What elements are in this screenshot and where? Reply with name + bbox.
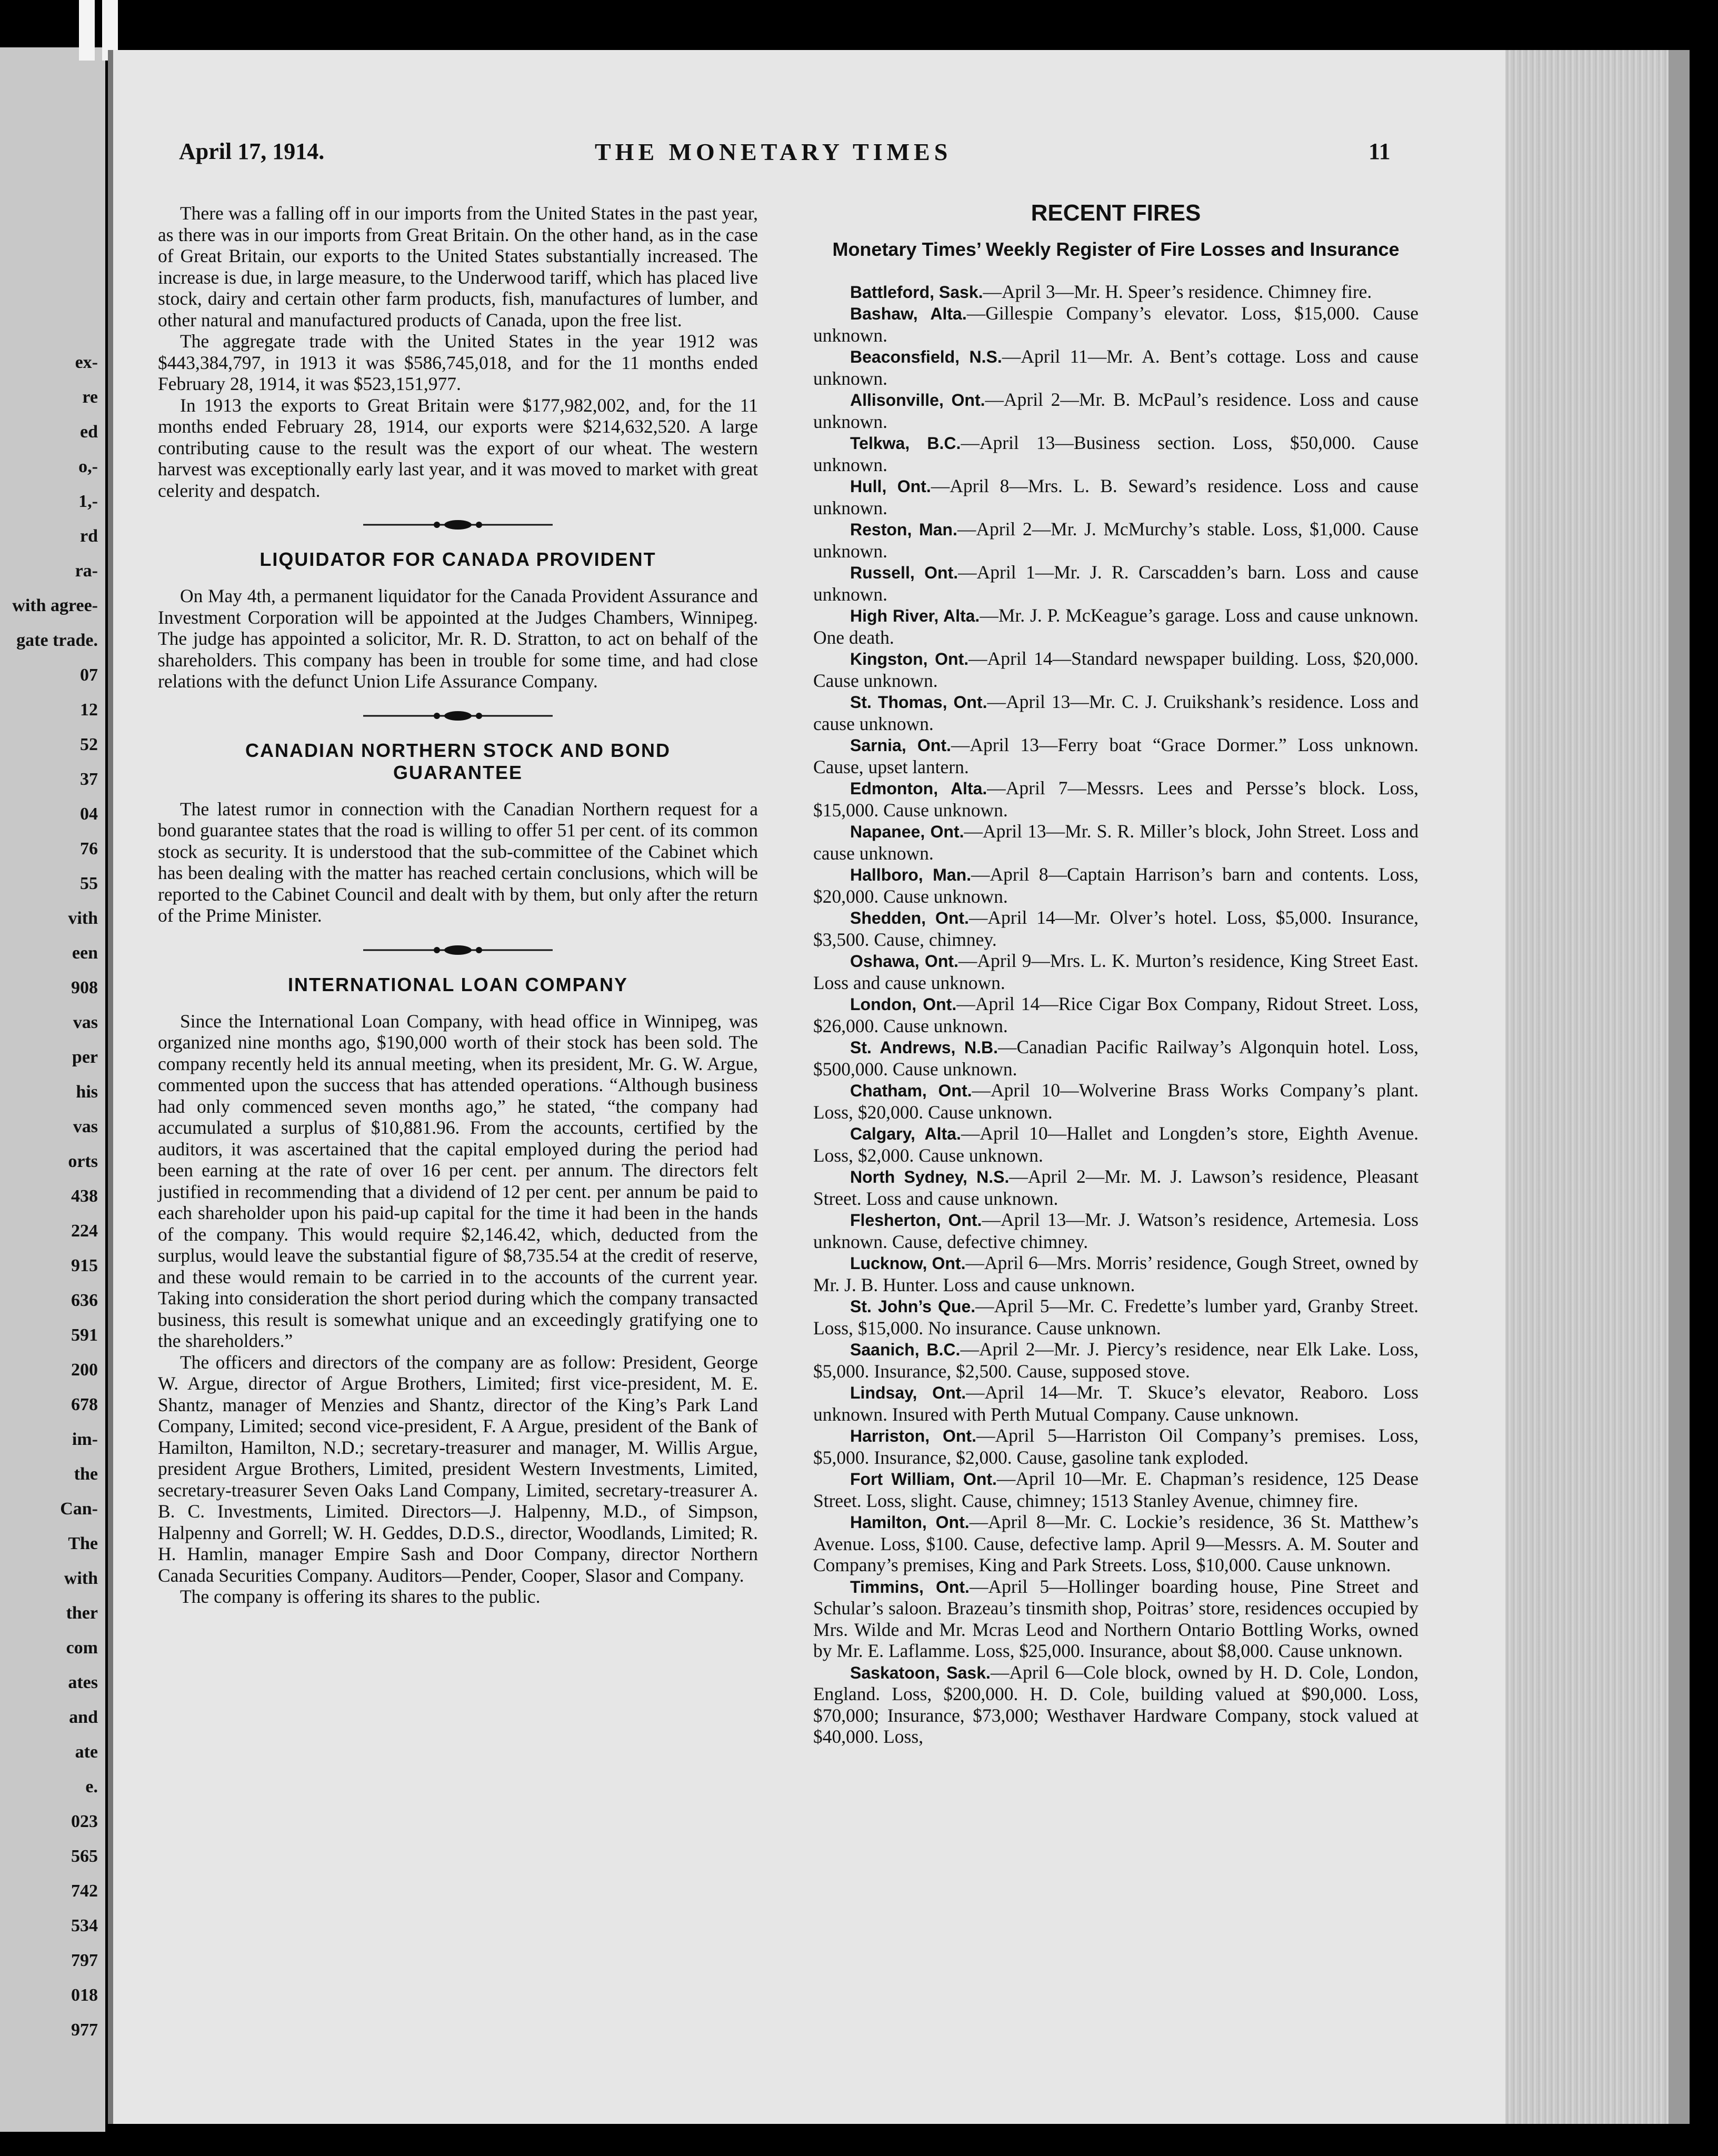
section-divider-ornament (363, 942, 553, 958)
facing-page-fragment: 07 (80, 665, 98, 685)
fire-details: —April 9—Mrs. L. K. Murton’s residence, King Street East. Loss and cause unknown. (813, 950, 1419, 993)
fire-details: —Mr. J. P. McKeague’s garage. Loss and cause unknown. One death. (813, 605, 1419, 648)
fire-location: St. Thomas, Ont. (850, 693, 987, 712)
fire-entry (813, 303, 1419, 346)
fire-location: Reston, Man. (850, 520, 957, 539)
fire-location: Harriston, Ont. (850, 1426, 976, 1445)
fire-location: Flesherton, Ont. (850, 1211, 982, 1230)
fire-location: North Sydney, N.S. (850, 1167, 1010, 1186)
paragraph: There was a falling off in our imports from the United States in the past year, as there was in our imports from Great Britain. On the other hand, as in the case of Great Britain, our exports to the United States substantially increased. The increase is due, in large measure, to the Underwood tariff, which has placed live stock, dairy and certain other farm products, fish, manufactures of lumber, and other natural and manufactured products of Canada, upon the free list. (158, 203, 758, 331)
fire-entry (813, 475, 1419, 518)
fire-entry (813, 346, 1419, 389)
facing-page-fragment: 55 (80, 874, 98, 893)
fire-location: Telkwa, B.C. (850, 434, 961, 453)
fire-details: —Canadian Pacific Railway’s Algonquin hotel. Loss, $500,000. Cause unknown. (813, 1036, 1419, 1080)
fire-entry (813, 1166, 1419, 1209)
right-column (813, 200, 1419, 1748)
fire-location: Napanee, Ont. (850, 822, 964, 841)
facing-page-fragment: ates (68, 1673, 98, 1692)
fire-entry (813, 432, 1419, 475)
fire-details: —April 8—Mrs. L. B. Seward’s residence. Loss and cause unknown. (813, 475, 1419, 518)
fire-details: —April 10—Wolverine Brass Works Company’s plant. Loss, $20,000. Cause unknown. (813, 1080, 1419, 1123)
facing-page-fragment: rd (80, 526, 98, 546)
facing-page-fragment: ther (66, 1603, 98, 1623)
fire-location: Russell, Ont. (850, 563, 958, 582)
facing-page-fragment: 534 (71, 1916, 98, 1935)
fire-register-list (813, 281, 1419, 1748)
fire-entry (813, 281, 1419, 303)
fire-entry (813, 864, 1419, 907)
fire-location: London, Ont. (850, 995, 957, 1014)
fire-details: —April 13—Business section. Loss, $50,000. Cause unknown. (813, 432, 1419, 475)
facing-page-fragment: 37 (80, 770, 98, 789)
section-divider-ornament (363, 517, 553, 533)
fire-details: —April 13—Mr. J. Watson’s residence, Artemesia. Loss unknown. Cause, defective chimney. (813, 1209, 1419, 1252)
fire-location: St. John’s Que. (850, 1297, 976, 1316)
fire-entry (813, 1662, 1419, 1748)
facing-page-fragment: 977 (71, 2020, 98, 2040)
facing-page-fragment: com (66, 1638, 98, 1658)
facing-page-fragment: 797 (71, 1951, 98, 1970)
fire-details: —April 13—Ferry boat “Grace Dormer.” Loss unknown. Cause, upset lantern. (813, 734, 1419, 777)
fire-location: Beaconsfield, N.S. (850, 347, 1002, 366)
facing-page-fragment: 12 (80, 700, 98, 720)
fire-details: —April 6—Cole block, owned by H. D. Cole, London, England. Loss, $200,000. H. D. Cole, building valued at $90,000. Loss, $70,000; Insurance, $73,000; Westhaver Hardware Company, stock valued at $40,000. Loss, (813, 1661, 1419, 1747)
fire-entry (813, 1295, 1419, 1339)
fire-entry (813, 1123, 1419, 1166)
fire-details: —April 2—Mr. J. Piercy’s residence, near Elk Lake. Loss, $5,000. Insurance, $2,500. Cause, supposed stove. (813, 1339, 1419, 1382)
facing-page-fragment: im- (72, 1430, 98, 1449)
fire-details: —April 10—Hallet and Longden’s store, Eighth Avenue. Loss, $2,000. Cause unknown. (813, 1123, 1419, 1166)
facing-page-fragment: the (74, 1464, 98, 1484)
page-stack-edge (1505, 50, 1684, 2124)
fire-entry (813, 1252, 1419, 1295)
recent-fires-subtitle: Monetary Times’ Weekly Register of Fire Losses and Insurance (832, 238, 1400, 260)
fire-entry (813, 1382, 1419, 1425)
fire-details: —April 2—Mr. J. McMurchy’s stable. Loss, $1,000. Cause unknown. (813, 518, 1419, 562)
fire-entry (813, 562, 1419, 605)
facing-page-fragment: Can- (60, 1499, 98, 1519)
facing-page-fragment: 908 (71, 978, 98, 997)
fire-details: —April 5—Harriston Oil Company’s premises. Loss, $5,000. Insurance, $2,000. Cause, gasoline tank exploded. (813, 1425, 1419, 1468)
fire-details: —April 7—Messrs. Lees and Persse’s block. Loss, $15,000. Cause unknown. (813, 777, 1419, 821)
fire-location: Hallboro, Man. (850, 865, 972, 884)
section-divider-ornament (363, 708, 553, 724)
facing-page-fragment: ex- (75, 353, 98, 372)
fire-entry (813, 691, 1419, 734)
fire-location: Hamilton, Ont. (850, 1513, 970, 1532)
fire-location: Oshawa, Ont. (850, 952, 958, 971)
fire-entry (813, 1036, 1419, 1080)
fire-location: Bashaw, Alta. (850, 304, 967, 323)
facing-page-fragment: 591 (71, 1325, 98, 1345)
paragraph: The aggregate trade with the United States in the year 1912 was $443,384,797, in 1913 it was $586,745,018, and for the 11 months ended February 28, 1914, it was $523,151,977. (158, 331, 758, 394)
paragraph: The latest rumor in connection with the Canadian Northern request for a bond guarantee states that the road is willing to offer 51 per cent. of its common stock as security. It is understood that the sub-committee of the Cabinet which has been dealing with the matter has reached certain conclusions, which will be reported to the Cabinet Council and dealt with by them, but only after the return of the Prime Minister. (158, 798, 758, 926)
facing-page-fragment: per (72, 1047, 98, 1067)
fire-location: Chatham, Ont. (850, 1081, 972, 1100)
fire-location: Kingston, Ont. (850, 650, 969, 668)
fire-details: —April 10—Mr. E. Chapman’s residence, 125 Dease Street. Loss, slight. Cause, chimney; 1513 Stanley Avenue, chimney fire. (813, 1468, 1419, 1511)
facing-page-fragment: 200 (71, 1360, 98, 1380)
facing-page-fragment: The (68, 1534, 98, 1553)
facing-page-fragment: 915 (71, 1256, 98, 1275)
recent-fires-title: RECENT FIRES (1031, 200, 1201, 226)
facing-page-fragment: and (69, 1708, 98, 1727)
facing-page-fragment: ra- (75, 561, 98, 581)
facing-page-fragment: vith (68, 909, 98, 928)
fire-entry (813, 648, 1419, 691)
facing-page-fragment: 023 (71, 1812, 98, 1831)
facing-page-fragment: 52 (80, 735, 98, 754)
fire-details: —April 8—Mr. C. Lockie’s residence, 36 St. Matthew’s Avenue. Loss, $100. Cause, defective lamp. April 9—Messrs. A. M. Souter and Company’s premises, King and Park Streets. Loss, $10,000. Cause unknown. (813, 1511, 1419, 1575)
fire-entry (813, 389, 1419, 432)
fire-entry (813, 1511, 1419, 1576)
fire-entry (813, 1080, 1419, 1123)
facing-page-fragment: gate trade. (16, 631, 98, 650)
fire-details: —April 2—Mr. B. McPaul’s residence. Loss and cause unknown. (813, 389, 1419, 432)
facing-page-fragment: 678 (71, 1395, 98, 1414)
facing-page-fragment: e. (85, 1777, 98, 1796)
fire-details: —April 14—Mr. T. Skuce’s elevator, Reaboro. Loss unknown. Insured with Perth Mutual Company. Cause unknown. (813, 1382, 1419, 1425)
fire-entry (813, 821, 1419, 864)
fire-location: Shedden, Ont. (850, 909, 969, 927)
facing-page-fragment: 018 (71, 1985, 98, 2005)
fire-location: Allisonville, Ont. (850, 391, 985, 410)
section-title-liquidator: LIQUIDATOR FOR CANADA PROVIDENT (259, 548, 656, 570)
fire-details: —April 13—Mr. S. R. Miller’s block, John Street. Loss and cause unknown. (813, 821, 1419, 864)
fire-location: High River, Alta. (850, 606, 980, 625)
fire-entry (813, 950, 1419, 993)
fire-entry (813, 605, 1419, 648)
trade-article (158, 203, 758, 501)
fire-entry (813, 1576, 1419, 1662)
facing-page-fragment: with agree- (12, 596, 98, 615)
facing-page-fragment: 742 (71, 1881, 98, 1901)
paragraph: The officers and directors of the company are as follow: President, George W. Argue, director of Argue Brothers, Limited; first vice-president, M. E. Shantz, manager of Menzies and Shantz, director of the King’s Park Land Company, Limited; second vice-president, F. A Argue, president of the Bank of Hamilton, Hamilton, N.D.; secretary-treasurer and manager, M. Willis Argue, president Argue Brothers, Limited, president Western Investments, Limited, secretary-treasurer Seven Oaks Land Company, Limited, secretary-treasurer A. B. C. Investments, Limited. Directors—J. Halpenny, M.D., of Simpson, Halpenny and Gorrell; W. H. Geddes, D.D.S., director, Woodlands, Limited; R. H. Hamlin, manager Empire Sash and Door Company, director Northern Canada Securities Company. Auditors—Pender, Cooper, Slasor and Company. (158, 1351, 758, 1586)
paragraph: On May 4th, a permanent liquidator for the Canada Provident Assurance and Investment Corporation will be appointed at the Judges Chambers, Winnipeg. The judge has appointed a solicitor, Mr. R. D. Stratton, to act on behalf of the shareholders. This company has been in trouble for some time, and had close relations with the defunct Union Life Assurance Company. (158, 585, 758, 692)
facing-page-fragment: ed (80, 422, 98, 442)
fire-entry (813, 1339, 1419, 1382)
facing-page-fragment: ate (75, 1742, 98, 1762)
fire-location: Fort William, Ont. (850, 1470, 997, 1489)
masthead: THE MONETARY TIMES (595, 138, 952, 165)
facing-page-fragment: 565 (71, 1846, 98, 1866)
fire-location: Lucknow, Ont. (850, 1254, 966, 1273)
section-title-canadian-northern: CANADIAN NORTHERN STOCK AND BOND GUARANTEE (245, 739, 671, 783)
fire-location: Saskatoon, Sask. (850, 1663, 991, 1682)
fire-details: —April 1—Mr. J. R. Carscadden’s barn. Loss and cause unknown. (813, 562, 1419, 605)
fire-details: —April 13—Mr. C. J. Cruikshank’s residence. Loss and cause unknown. (813, 691, 1419, 734)
paragraph: In 1913 the exports to Great Britain were $177,982,002, and, for the 11 months ended February 28, 1914, our exports were $214,632,520. A large contributing cause to the result was the export of our wheat. The western harvest was exceptionally early last year, and it was moved to market with great celerity and despatch. (158, 394, 758, 501)
fire-details: —April 14—Rice Cigar Box Company, Ridout Street. Loss, $26,000. Cause unknown. (813, 993, 1419, 1036)
fire-entry (813, 1209, 1419, 1252)
fire-location: Battleford, Sask. (850, 282, 983, 302)
facing-page-fragment: o,- (78, 457, 98, 476)
fire-entry (813, 907, 1419, 950)
fire-details: —April 14—Mr. Olver’s hotel. Loss, $5,000. Insurance, $3,500. Cause, chimney. (813, 907, 1419, 950)
fire-location: Timmins, Ont. (850, 1577, 970, 1596)
fire-entry (813, 993, 1419, 1036)
paragraph: Since the International Loan Company, with head office in Winnipeg, was organized nine months ago, $190,000 worth of their stock has been sold. The company recently held its annual meeting, when its president, Mr. G. W. Argue, commented upon the success that has attended operations. “Although business had only commenced seven months ago,” he stated, “the company had accumulated a surplus of $10,881.96. From the accounts, certified by the auditors, it was ascertained that the capital employed during the period had been earning at the rate of over 16 per cent. per annum. The directors felt justified in recommending that a dividend of 12 per cent. per annum be paid to each shareholder upon his paid-up capital for the time it had been in the hands of the company. This would require $2,146.42, which, deducted from the surplus, would leave the substantial figure of $8,735.54 at the credit of reserve, and these would remain to be carried in to the accounts of the current year. Taking into consideration the short period during which the company transacted business, this result is somewhat unique and an exceedingly gratifying one to the shareholders.” (158, 1010, 758, 1351)
facing-page-fragment: vas (73, 1013, 98, 1032)
facing-page-fragment: 438 (71, 1186, 98, 1206)
fire-details: —April 3—Mr. H. Speer’s residence. Chimney fire. (983, 281, 1372, 302)
facing-page-fragment: 636 (71, 1291, 98, 1310)
page-number: 11 (1369, 138, 1391, 164)
book-edge-shadow (1669, 50, 1690, 2124)
facing-page-fragment: 76 (80, 839, 98, 859)
left-column (158, 203, 758, 1608)
fire-entry (813, 1425, 1419, 1468)
fire-details: —Gillespie Company’s elevator. Loss, $15,000. Cause unknown. (813, 303, 1419, 346)
facing-page-fragment: een (72, 943, 98, 963)
facing-page-fragment: re (82, 387, 98, 407)
section-title-international-loan: INTERNATIONAL LOAN COMPANY (288, 973, 628, 995)
fire-entry (813, 1468, 1419, 1511)
fire-entry (813, 518, 1419, 562)
fire-location: Calgary, Alta. (850, 1124, 961, 1143)
facing-page-sliver (0, 47, 105, 2132)
fire-details: —April 14—Standard newspaper building. Loss, $20,000. Cause unknown. (813, 648, 1419, 691)
fire-location: Hull, Ont. (850, 477, 931, 496)
facing-page-fragment: 04 (80, 804, 98, 824)
facing-page-fragment: his (76, 1082, 98, 1102)
paragraph: The company is offering its shares to the public. (180, 1586, 541, 1607)
fire-location: Edmonton, Alta. (850, 779, 987, 798)
facing-page-fragment: orts (68, 1152, 98, 1171)
facing-page-fragment: vas (73, 1117, 98, 1136)
facing-page-fragment: 1,- (78, 492, 98, 511)
fire-entry (813, 734, 1419, 777)
facing-page-fragment: with (64, 1569, 98, 1588)
fire-entry (813, 777, 1419, 821)
fire-location: St. Andrews, N.B. (850, 1038, 998, 1057)
fire-location: Saanich, B.C. (850, 1340, 961, 1359)
fire-details: —April 5—Hollinger boarding house, Pine Street and Schular’s saloon. Brazeau’s tinsmith shop, Poitras’ store, residences occupied by Mrs. Wilde and Mr. Mcras Leod and Northern Ontario Bottling Works, owned by Mr. E. Laflamme. Loss, $25,000. Insurance, about $8,000. Cause unknown. (813, 1575, 1419, 1661)
issue-date: April 17, 1914. (179, 138, 325, 164)
fire-details: —April 6—Mrs. Morris’ residence, Gough Street, owned by Mr. J. B. Hunter. Loss and cause unknown. (813, 1252, 1419, 1295)
fire-details: —April 8—Captain Harrison’s barn and contents. Loss, $20,000. Cause unknown. (813, 864, 1419, 907)
fire-details: —April 2—Mr. M. J. Lawson’s residence, Pleasant Street. Loss and cause unknown. (813, 1166, 1419, 1209)
fire-details: —April 11—Mr. A. Bent’s cottage. Loss and cause unknown. (813, 346, 1419, 389)
fire-location: Sarnia, Ont. (850, 736, 951, 755)
facing-page-fragment: 224 (71, 1221, 98, 1241)
fire-details: —April 5—Mr. C. Fredette’s lumber yard, Granby Street. Loss, $15,000. No insurance. Cause unknown. (813, 1295, 1419, 1339)
fire-location: Lindsay, Ont. (850, 1383, 966, 1402)
